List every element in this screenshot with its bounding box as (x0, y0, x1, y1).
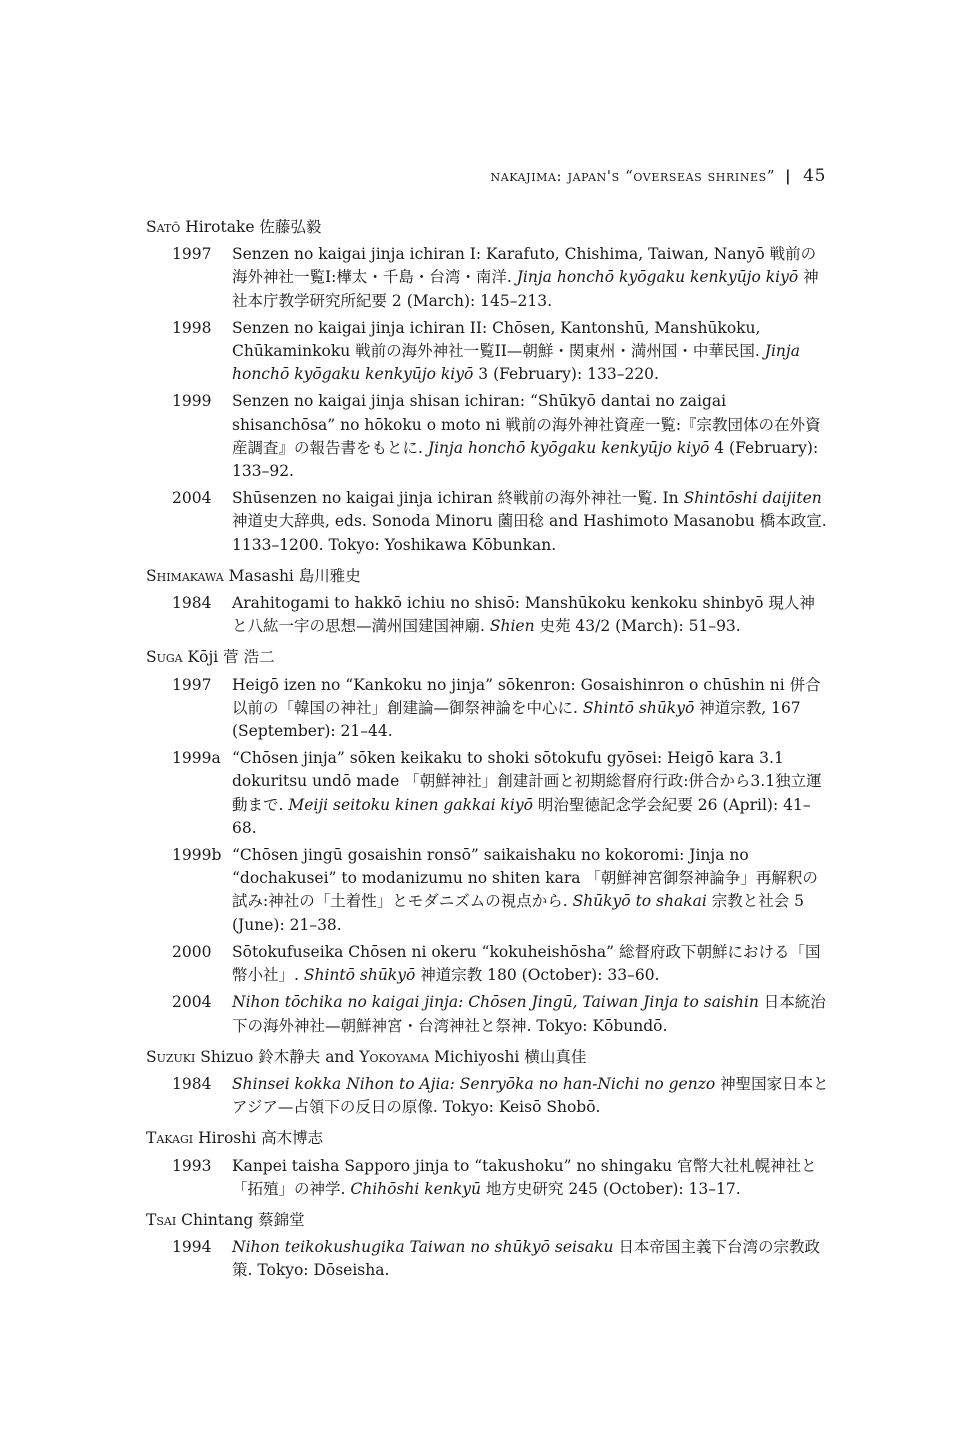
entry-title-italic: Shinsei kokka Nihon to Ajia: Senryōka no han-Nichi no genzo (232, 1074, 716, 1093)
entry-title-italic: Nihon teikokushugika Taiwan no shūkyō seisaku (232, 1238, 614, 1257)
entry-year: 1984 (172, 594, 212, 613)
entry-title-italic: Jinja honchō kyōgaku kenkyūjo kiyō (427, 438, 710, 457)
entry-title-italic: Meiji seitoku kinen gakkai kiyō (288, 795, 533, 814)
author-given-name: Chintang 蔡錦堂 (176, 1210, 305, 1229)
entry-details: 日本帝国主義下台湾の宗教政策. Tokyo: Dōseisha. (232, 1238, 820, 1280)
author-surname: Shimakawa (146, 566, 224, 585)
entry-text: Senzen no kaigai jinja ichiran I: Karafuto, Chishima, Taiwan, Nanyō 戦前の海外神社一覧I:樺太・千島・台湾・南洋. (232, 245, 817, 287)
author-heading (146, 1209, 830, 1232)
author-heading (146, 1046, 830, 1069)
bibliography-entry (146, 941, 830, 987)
entry-title-italic: Shūkyō to shakai (572, 892, 707, 911)
running-header (0, 166, 826, 186)
entry-text: Shūsenzen no kaigai jinja ichiran 終戦前の海外神社一覧. In (232, 489, 684, 508)
author-heading (146, 646, 830, 669)
author-heading (146, 565, 830, 588)
bibliography-entry (146, 317, 830, 387)
entry-year: 1999 (172, 392, 212, 411)
coauthor-surname: Yokoyama (359, 1047, 430, 1066)
entry-text: Kanpei taisha Sapporo jinja to “takushoku” no shingaku 官幣大社札幌神社と「拓殖」の神学. (232, 1156, 817, 1198)
bibliography-entry (146, 844, 830, 937)
bibliography-entry (146, 1073, 830, 1119)
entry-details: 地方史研究 245 (October): 13–17. (480, 1179, 741, 1198)
bibliography-entry (146, 390, 830, 483)
author-surname: Tsai (146, 1210, 177, 1229)
entry-year: 1993 (172, 1156, 212, 1175)
entry-title-italic: Nihon tōchika no kaigai jinja: Chōsen Jingū, Taiwan Jinja to saishin (232, 993, 759, 1012)
entry-details: 神道宗教, 167 (September): 21–44. (232, 698, 801, 741)
entry-year: 1999b (172, 846, 222, 865)
author-given-name: Masashi 島川雅史 (223, 566, 361, 585)
entry-details: 史苑 43/2 (March): 51–93. (534, 617, 741, 636)
entry-year: 2004 (172, 489, 212, 508)
entry-title-italic: Shien (489, 617, 535, 636)
header-separator: | (785, 167, 792, 185)
entry-details: 神道史大辞典, eds. Sonoda Minoru 薗田稔 and Hashimoto Masanobu 橋本政宣. 1133–1200. Tokyo: Yoshikawa Kōbunkan. (232, 512, 827, 554)
entry-year: 2000 (172, 942, 212, 961)
entry-year: 1999a (172, 749, 221, 768)
entry-title-italic: Chihōshi kenkyū (350, 1179, 481, 1198)
bibliography-entry (146, 243, 830, 313)
entry-year: 1994 (172, 1238, 212, 1257)
entry-details: 3 (February): 133–220. (473, 365, 659, 384)
entry-text: Arahitogami to hakkō ichiu no shisō: Manshūkoku kenkoku shinbyō 現人神と八紘一宇の思想—満州国建国神廟. (232, 594, 815, 636)
entry-title-italic: Shintō shūkyō (303, 966, 416, 985)
entry-details: 宗教と社会 5 (June): 21–38. (232, 892, 805, 934)
author-surname: Suga (146, 648, 183, 667)
entry-title-italic: Jinja honchō kyōgaku kenkyūjo kiyō (232, 342, 800, 384)
bibliography-entry (146, 592, 830, 638)
entry-details: 神聖国家日本とアジア—占領下の反日の原像. Tokyo: Keisō Shobō. (232, 1074, 829, 1117)
entry-details: 神社本庁教学研究所紀要 2 (March): 145–213. (232, 268, 819, 310)
bibliography-entry (146, 487, 830, 557)
entry-title-italic: Shintō shūkyō (582, 698, 695, 717)
entry-details: 4 (February): 133–92. (232, 438, 819, 481)
bibliography-entry (146, 1236, 830, 1282)
bibliography-entry (146, 674, 830, 744)
author-given-name: Shizuo 鈴木静夫 and (195, 1047, 360, 1066)
entry-text: “Chōsen jingū gosaishin ronsō” saikaishaku no kokoromi: Jinja no “dochakusei” to modanizumu no shiten kara 「朝鮮神宮御祭神論争」再解釈の試み:神社の「土着性」とモダニズムの視点から. (232, 846, 818, 911)
entry-text: Heigō izen no “Kankoku no jinja” sōkenron: Gosaishinron o chūshin ni 併合以前の「韓国の神社」創建論—御祭神論を中心に. (232, 675, 821, 717)
entry-text: “Chōsen jinja” sōken keikaku to shoki sōtokufu gyōsei: Heigō kara 3.1 dokuritsu undō made 「朝鮮神社」創建計画と初期総督府行政:併合から3.1独立運動まで. (232, 749, 822, 814)
author-heading (146, 216, 830, 239)
page-number: 45 (803, 166, 826, 186)
bibliography-list (146, 216, 830, 1283)
running-title: nakajima: japan's “overseas shrines” (490, 167, 776, 185)
author-heading (146, 1127, 830, 1150)
author-surname: Suzuki (146, 1047, 196, 1066)
coauthor-given-name: Michiyoshi 横山真佳 (429, 1047, 587, 1066)
author-given-name: Kōji 菅 浩二 (182, 648, 275, 667)
entry-title-italic: Shintōshi daijiten (683, 489, 822, 508)
entry-year: 1997 (172, 245, 212, 264)
entry-details: 神道宗教 180 (October): 33–60. (415, 966, 660, 985)
entry-title-italic: Jinja honchō kyōgaku kenkyūjo kiyō (516, 268, 799, 287)
entry-details: 日本統治下の海外神社—朝鮮神宮・台湾神社と祭神. Tokyo: Kōbundō. (232, 993, 826, 1035)
entry-year: 2004 (172, 993, 212, 1012)
bibliography-entry (146, 1155, 830, 1201)
author-surname: Takagi (146, 1129, 194, 1148)
entry-details: 明治聖徳記念学会紀要 26 (April): 41–68. (232, 795, 811, 837)
entry-text: Senzen no kaigai jinja shisan ichiran: “Shūkyō dantai no zaigai shisanchōsa” no hōkoku o moto ni 戦前の海外神社資産一覧:『宗教団体の在外資産調査』の報告書をもとに. (232, 392, 821, 457)
author-given-name: Hiroshi 高木博志 (193, 1129, 324, 1148)
bibliography-entry (146, 747, 830, 840)
entry-year: 1984 (172, 1074, 212, 1093)
author-surname: Satō (146, 218, 181, 236)
entry-text: Senzen no kaigai jinja ichiran II: Chōsen, Kantonshū, Manshūkoku, Chūkaminkoku 戦前の海外神社一覧II—朝鮮・関東州・満州国・中華民国. (232, 318, 765, 361)
entry-year: 1997 (172, 675, 212, 694)
entry-text: Sōtokufuseika Chōsen ni okeru “kokuheishōsha” 総督府政下朝鮮における「国幣小社」. (232, 942, 821, 985)
entry-year: 1998 (172, 318, 212, 337)
author-given-name: Hirotake 佐藤弘毅 (180, 218, 322, 236)
bibliography-entry (146, 991, 830, 1037)
